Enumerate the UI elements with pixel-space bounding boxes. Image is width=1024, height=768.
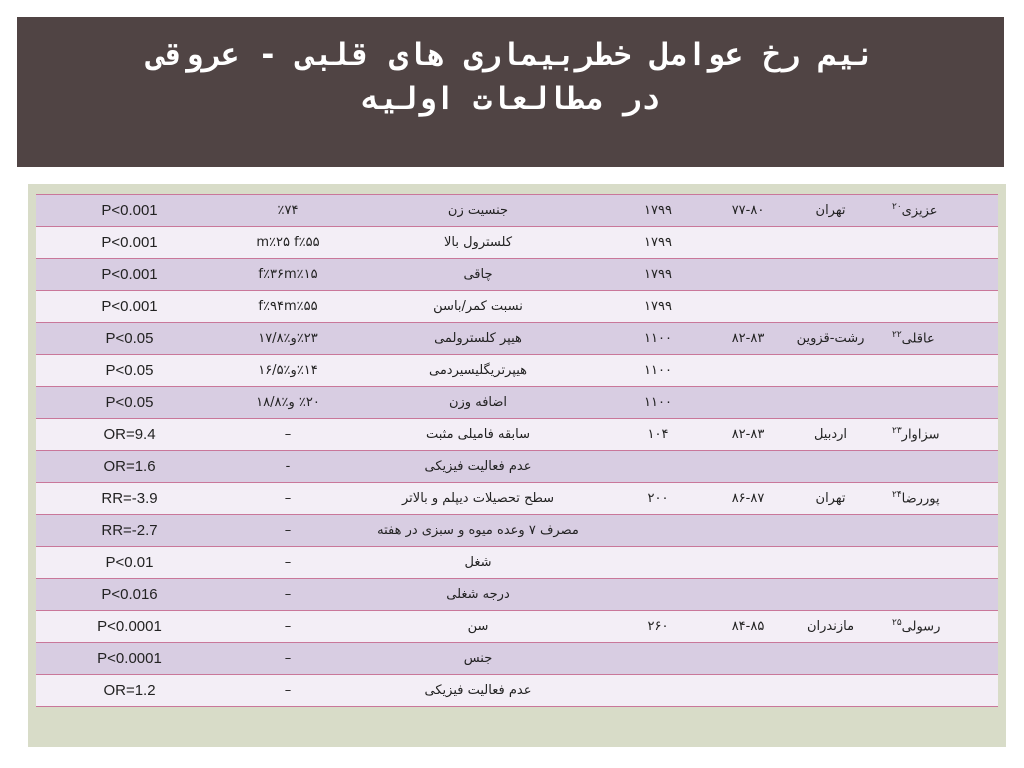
cell-city xyxy=(783,451,878,483)
cell-sample-size: ۱۷۹۹ xyxy=(603,227,713,259)
cell-p-value: P<0.001 xyxy=(36,195,223,227)
cell-risk-factor: مصرف ۷ وعده میوه و سبزی در هفته xyxy=(353,515,603,547)
cell-p-value: P<0.001 xyxy=(36,259,223,291)
cell-p-value: P<0.05 xyxy=(36,387,223,419)
cell-year xyxy=(713,387,783,419)
cell-sample-size: ۱۱۰۰ xyxy=(603,355,713,387)
cell-city: رشت-قزوین xyxy=(783,323,878,355)
table-row xyxy=(36,227,998,259)
cell-author xyxy=(878,195,998,227)
cell-p-value: P<0.05 xyxy=(36,355,223,387)
cell-p-value: P<0.01 xyxy=(36,547,223,579)
author-name: سزاوار xyxy=(901,427,940,443)
cell-city xyxy=(783,355,878,387)
cell-percentage: – xyxy=(223,611,353,643)
slide-title-bar xyxy=(17,17,1004,167)
cell-city: تهران xyxy=(783,195,878,227)
cell-sample-size xyxy=(603,515,713,547)
cell-year xyxy=(713,259,783,291)
cell-risk-factor: جنس xyxy=(353,643,603,675)
table-row xyxy=(36,387,998,419)
cell-year: ۷۷-۸۰ xyxy=(713,195,783,227)
cell-year xyxy=(713,547,783,579)
cell-author xyxy=(878,227,998,259)
author-reference-number: ۲۳ xyxy=(892,426,902,437)
cell-city xyxy=(783,259,878,291)
cell-risk-factor: عدم فعالیت فیزیکی xyxy=(353,451,603,483)
cell-p-value: P<0.001 xyxy=(36,227,223,259)
cell-year: ۸۶-۸۷ xyxy=(713,483,783,515)
cell-percentage: f٪۳۶m٪۱۵ xyxy=(223,259,353,291)
cell-author xyxy=(878,387,998,419)
slide-title-line-2: در مطالعات اولیه xyxy=(361,81,660,117)
cell-risk-factor: شغل xyxy=(353,547,603,579)
cell-sample-size: ۱۷۹۹ xyxy=(603,195,713,227)
table-row xyxy=(36,355,998,387)
cell-p-value: P<0.0001 xyxy=(36,643,223,675)
cell-risk-factor: نسبت کمر/باسن xyxy=(353,291,603,323)
cell-percentage: – xyxy=(223,547,353,579)
author-reference-number: ۲۲ xyxy=(892,330,902,341)
cell-p-value: RR=-3.9 xyxy=(36,483,223,515)
cell-city xyxy=(783,675,878,707)
cell-p-value: P<0.016 xyxy=(36,579,223,611)
cell-city xyxy=(783,291,878,323)
cell-p-value: P<0.05 xyxy=(36,323,223,355)
cell-author xyxy=(878,419,998,451)
cell-sample-size xyxy=(603,643,713,675)
cell-city xyxy=(783,515,878,547)
cell-percentage: ٪۲۳و٪۱۷/۸ xyxy=(223,323,353,355)
cell-sample-size xyxy=(603,547,713,579)
cell-p-value: OR=9.4 xyxy=(36,419,223,451)
cell-author xyxy=(878,291,998,323)
cell-author xyxy=(878,355,998,387)
author-name: پوررضا xyxy=(901,491,940,507)
cell-city xyxy=(783,547,878,579)
cell-year xyxy=(713,355,783,387)
cell-p-value: OR=1.6 xyxy=(36,451,223,483)
cell-percentage: ٪۷۴ xyxy=(223,195,353,227)
cell-risk-factor: سطح تحصیلات دیپلم و بالاتر xyxy=(353,483,603,515)
cell-percentage: - xyxy=(223,451,353,483)
cell-year xyxy=(713,643,783,675)
cell-sample-size xyxy=(603,579,713,611)
table-row xyxy=(36,611,998,643)
table-row xyxy=(36,195,998,227)
table-row xyxy=(36,323,998,355)
cell-city: تهران xyxy=(783,483,878,515)
cell-sample-size: ۲۶۰ xyxy=(603,611,713,643)
table-row xyxy=(36,643,998,675)
cell-percentage: – xyxy=(223,579,353,611)
cell-risk-factor: جنسیت زن xyxy=(353,195,603,227)
cell-p-value: RR=-2.7 xyxy=(36,515,223,547)
cell-sample-size: ۱۱۰۰ xyxy=(603,323,713,355)
cell-sample-size: ۱۷۹۹ xyxy=(603,259,713,291)
cell-year xyxy=(713,515,783,547)
cell-year xyxy=(713,675,783,707)
cell-risk-factor: اضافه وزن xyxy=(353,387,603,419)
cell-risk-factor: چاقی xyxy=(353,259,603,291)
cell-percentage: ٪۲۰ و٪۱۸/۸ xyxy=(223,387,353,419)
cell-year: ۸۲-۸۳ xyxy=(713,419,783,451)
cell-sample-size: ۱۰۴ xyxy=(603,419,713,451)
author-reference-number: ۲۰ xyxy=(892,202,902,213)
cell-risk-factor: سن xyxy=(353,611,603,643)
cell-percentage: m٪۲۵ f٪۵۵ xyxy=(223,227,353,259)
cell-city xyxy=(783,643,878,675)
cell-author xyxy=(878,547,998,579)
cell-risk-factor: سابقه فامیلی مثبت xyxy=(353,419,603,451)
risk-factor-table xyxy=(36,194,998,707)
cell-year xyxy=(713,579,783,611)
cell-year: ۸۴-۸۵ xyxy=(713,611,783,643)
cell-sample-size: ۱۷۹۹ xyxy=(603,291,713,323)
cell-author xyxy=(878,515,998,547)
cell-percentage: – xyxy=(223,483,353,515)
cell-risk-factor: هیپر کلسترولمی xyxy=(353,323,603,355)
table-body xyxy=(36,195,998,707)
table-row xyxy=(36,451,998,483)
author-reference-number: ۲۴ xyxy=(892,490,902,501)
cell-percentage: – xyxy=(223,419,353,451)
cell-year xyxy=(713,291,783,323)
cell-city: اردبیل xyxy=(783,419,878,451)
cell-percentage: ٪۱۴و٪۱۶/۵ xyxy=(223,355,353,387)
table-row xyxy=(36,483,998,515)
cell-p-value: OR=1.2 xyxy=(36,675,223,707)
cell-p-value: P<0.0001 xyxy=(36,611,223,643)
table-row xyxy=(36,515,998,547)
cell-city xyxy=(783,227,878,259)
cell-risk-factor: درجه شغلی xyxy=(353,579,603,611)
cell-percentage: f٪۹۴m٪۵۵ xyxy=(223,291,353,323)
cell-city xyxy=(783,579,878,611)
cell-author xyxy=(878,323,998,355)
cell-author xyxy=(878,259,998,291)
table-row xyxy=(36,675,998,707)
cell-risk-factor: کلسترول بالا xyxy=(353,227,603,259)
author-reference-number: ۲۵ xyxy=(892,618,902,629)
cell-year: ۸۲-۸۳ xyxy=(713,323,783,355)
cell-risk-factor: هیپرتریگلیسیردمی xyxy=(353,355,603,387)
cell-author xyxy=(878,483,998,515)
table-row xyxy=(36,547,998,579)
cell-city: مازندران xyxy=(783,611,878,643)
cell-city xyxy=(783,387,878,419)
cell-year xyxy=(713,227,783,259)
cell-sample-size: ۲۰۰ xyxy=(603,483,713,515)
cell-percentage: – xyxy=(223,643,353,675)
table-row xyxy=(36,291,998,323)
cell-risk-factor: عدم فعالیت فیزیکی xyxy=(353,675,603,707)
cell-sample-size xyxy=(603,675,713,707)
cell-sample-size: ۱۱۰۰ xyxy=(603,387,713,419)
table-row xyxy=(36,579,998,611)
table-row xyxy=(36,419,998,451)
cell-author xyxy=(878,451,998,483)
author-name: عاقلی xyxy=(901,331,935,347)
cell-percentage: – xyxy=(223,515,353,547)
cell-author xyxy=(878,611,998,643)
cell-author xyxy=(878,579,998,611)
author-name: رسولی xyxy=(901,619,941,635)
table-frame xyxy=(28,184,1006,747)
cell-year xyxy=(713,451,783,483)
cell-percentage: – xyxy=(223,675,353,707)
cell-author xyxy=(878,675,998,707)
cell-sample-size xyxy=(603,451,713,483)
cell-author xyxy=(878,643,998,675)
table-row xyxy=(36,259,998,291)
author-name: عزیزی xyxy=(901,203,938,219)
cell-p-value: P<0.001 xyxy=(36,291,223,323)
slide-title-line-1: نیم رخ عوامل خطربیماری های قلبی - عروقی xyxy=(146,37,875,73)
